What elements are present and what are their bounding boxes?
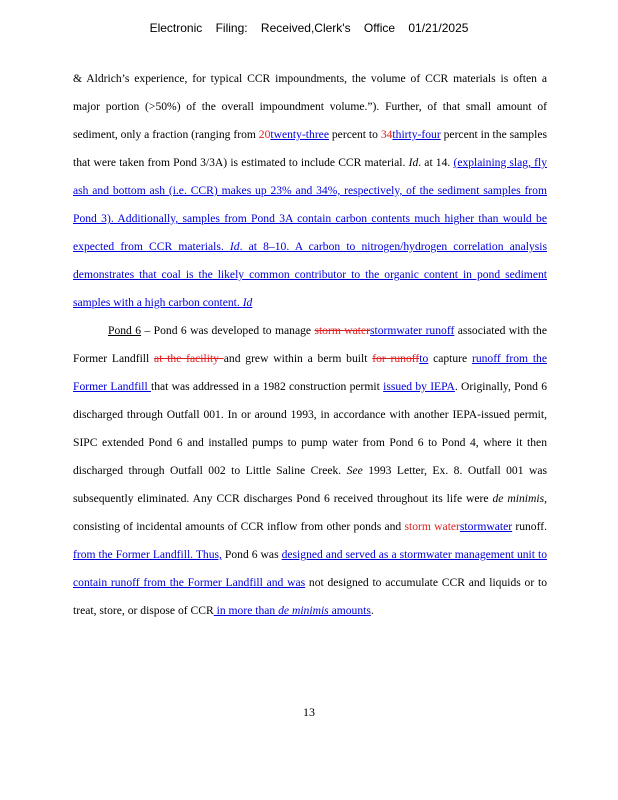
inserted-text: amounts [328,604,371,617]
inserted-text: from the Former Landfill. Thus, [73,548,222,561]
paragraph-ccr-sediment [73,65,547,317]
deleted-text: storm water [314,324,371,337]
inserted-red-text: 34 [380,128,393,141]
inserted-text: (explaining slag, fly ash and bottom ash (i.e. CCR) makes up 23% and 34%, respectively, of the sediment samples from Pond 3). Additionally, samples from Pond 3A contain carbon contents much higher than would be expected from CCR materials. [73,156,547,253]
inserted-red-text: storm water [404,520,460,533]
deleted-text: for runoff [372,352,420,365]
text-run: not designed to accumulate CCR and liquids or to treat, store, or dispose of CCR [73,576,547,617]
text-run: capture [428,352,472,365]
citation-signal: See [346,464,363,477]
section-heading: Pond 6 [108,324,142,337]
inserted-red-text: 20 [258,128,271,141]
inserted-text: to [419,352,429,365]
text-run: . [370,604,374,617]
text-run: percent in the samples that were taken from Pond 3/3A) is estimated to include CCR material. [73,128,547,169]
inserted-text: twenty-three [270,128,329,141]
inserted-text: stormwater runoff [370,324,455,337]
text-run: and grew within a berm built [223,352,373,365]
text-run: & Aldrich’s experience, for typical CCR impoundments, the volume of CCR materials is often a major portion (>50%) of the overall impoundment volume.”). Further, of that small amount of sediment, only a fraction (ranging from [73,72,547,141]
text-run: . Originally, Pond 6 discharged through Outfall 001. In or around 1993, in accordance with another IEPA-issued permit, SIPC extended Pond 6 and installed pumps to pump water from Pond 6 to Pond 4, where it then discharged through Outfall 002 to Little Saline Creek. [73,380,548,477]
inserted-text: issued by IEPA [383,380,455,393]
text-run: associated with the Former Landfill [73,324,547,365]
inserted-text: designed and served as a stormwater management unit to contain runoff from the Former Landfill and was [73,548,548,589]
inserted-text: . at 8–10. A carbon to nitrogen/hydrogen correlation analysis demonstrates that coal is the likely common contributor to the organic content in pond sediment samples with a high carbon content. [73,240,547,309]
page-number: 13 [303,705,315,719]
text-run: runoff. [512,520,548,533]
text-run: Pond 6 was [221,548,282,561]
inserted-text: stormwater [459,520,513,533]
text-run: percent to [328,128,381,141]
text-run: 1993 Letter, Ex. 8. Outfall 001 was subsequently eliminated. Any CCR discharges Pond 6 received throughout its life were [73,464,548,505]
inserted-text: runoff from the Former Landfill [73,352,547,393]
inserted-text: thirty-four [392,128,441,141]
inserted-text: in more than [213,604,279,617]
document-body [73,65,547,625]
text-run: that was addressed in a 1982 construction permit [151,380,384,393]
paragraph-pond-6 [73,317,547,625]
text-run: , consisting of incidental amounts of CCR inflow from other ponds and [73,492,547,533]
inserted-citation: Id [242,296,253,309]
deleted-text: at the facility [154,352,224,365]
latin-term: de minimis [492,492,545,505]
text-run: . at 14. [418,156,454,169]
inserted-citation: Id [229,240,240,253]
filing-header: Electronic Filing: Received,Clerk's Office 01/21/2025 [149,21,469,35]
inserted-latin-term: de minimis [278,604,329,617]
text-run: – Pond 6 was developed to manage [141,324,315,337]
citation: Id [408,156,419,169]
